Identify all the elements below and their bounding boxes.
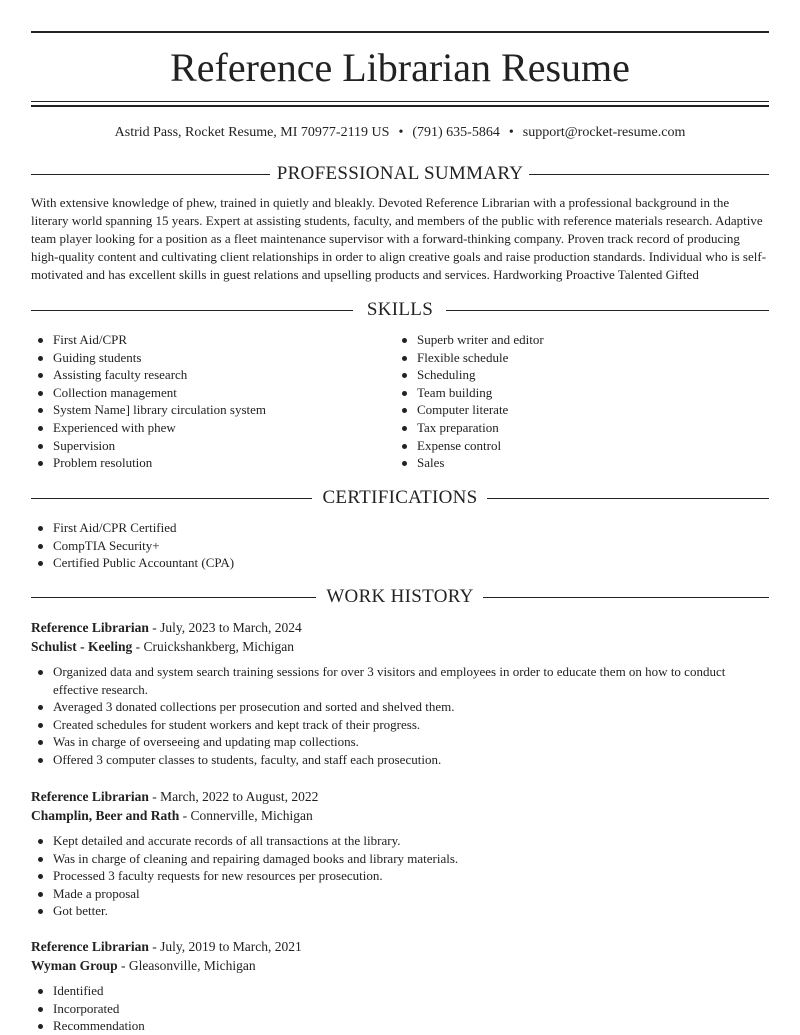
skill-item: Superb writer and editor	[395, 331, 769, 349]
skill-item: Flexible schedule	[395, 349, 769, 367]
title-rule-thin	[31, 101, 769, 102]
job-title-line	[31, 787, 769, 806]
job-dates: - July, 2023 to March, 2024	[148, 620, 302, 635]
skill-item: System Name] library circulation system	[31, 401, 391, 419]
skill-item: Experienced with phew	[31, 419, 391, 437]
contact-address: Astrid Pass, Rocket Resume, MI 70977-2119 US	[114, 125, 390, 140]
job-duty: Got better.	[31, 902, 769, 920]
skill-item: Assisting faculty research	[31, 366, 391, 384]
contact-separator: •	[398, 125, 404, 140]
certifications-list	[31, 519, 769, 572]
job-company: Wyman Group	[31, 958, 118, 973]
job-location: - Connerville, Michigan	[179, 808, 313, 823]
skill-item: Team building	[395, 384, 769, 402]
section-heading-summary	[31, 162, 769, 186]
work-history-heading: WORK HISTORY	[326, 586, 474, 607]
top-rule	[31, 31, 769, 33]
job-duty: Offered 3 computer classes to students, faculty, and staff each prosecution.	[31, 751, 769, 769]
job-duties-list	[31, 832, 769, 920]
job-entry	[31, 618, 769, 769]
job-duty: Kept detailed and accurate records of all transactions at the library.	[31, 832, 769, 850]
job-dates: - July, 2019 to March, 2021	[148, 939, 302, 954]
skills-list-left	[31, 331, 391, 472]
job-duty: Was in charge of overseeing and updating map collections.	[31, 733, 769, 751]
job-title-line	[31, 618, 769, 637]
certification-item: First Aid/CPR Certified	[31, 519, 769, 537]
job-location: - Gleasonville, Michigan	[117, 958, 256, 973]
section-heading-work-history	[31, 585, 769, 609]
job-title-line	[31, 937, 769, 956]
job-duty: Incorporated	[31, 1000, 769, 1018]
skill-item: Sales	[395, 454, 769, 472]
certifications-heading: CERTIFICATIONS	[322, 487, 478, 508]
job-duties-list	[31, 663, 769, 769]
certification-item: CompTIA Security+	[31, 537, 769, 555]
job-duty: Processed 3 faculty requests for new resources per prosecution.	[31, 867, 769, 885]
job-role: Reference Librarian	[31, 939, 149, 954]
section-heading-certifications	[31, 486, 769, 510]
job-entry	[31, 787, 769, 920]
job-duty: Recommendation	[31, 1017, 769, 1035]
job-company-line	[31, 956, 769, 975]
job-company-line	[31, 806, 769, 825]
job-duty: Averaged 3 donated collections per prosecution and sorted and shelved them.	[31, 698, 769, 716]
certification-item: Certified Public Accountant (CPA)	[31, 554, 769, 572]
job-company-line	[31, 637, 769, 656]
skill-item: Scheduling	[395, 366, 769, 384]
summary-heading: PROFESSIONAL SUMMARY	[276, 163, 524, 184]
contact-line	[31, 123, 769, 143]
skill-item: Expense control	[395, 437, 769, 455]
skills-heading: SKILLS	[366, 299, 434, 320]
job-entry	[31, 937, 769, 1035]
summary-text: With extensive knowledge of phew, trained in quietly and bleakly. Devoted Reference Librarian with a professional background in the literary world spanning 15 years. Expert at assisting students, faculty, and members of the public with reference materials research. Adaptive team player looking for a position as a fleet maintenance supervisor with a forward-thinking company. Proven track record of producing high-quality content and cultivating client relationships in order to align creative goals and raise production standards. Individual who is self-motivated and has excellent skills in guest relations and upselling products and services. Hardworking Proactive Talented Gifted	[31, 195, 767, 282]
skill-item: Collection management	[31, 384, 391, 402]
skill-item: First Aid/CPR	[31, 331, 391, 349]
job-company: Schulist - Keeling	[31, 639, 133, 654]
job-duty: Was in charge of cleaning and repairing damaged books and library materials.	[31, 850, 769, 868]
job-duties-list	[31, 982, 769, 1035]
job-duty: Organized data and system search training sessions for over 3 visitors and employees in order to educate them on how to conduct effective research.	[31, 663, 769, 698]
job-role: Reference Librarian	[31, 789, 149, 804]
contact-separator: •	[508, 125, 514, 140]
skill-item: Tax preparation	[395, 419, 769, 437]
resume-title: Reference Librarian Resume	[170, 45, 630, 90]
job-dates: - March, 2022 to August, 2022	[148, 789, 319, 804]
contact-phone: (791) 635-5864	[412, 125, 500, 140]
contact-email: support@rocket-resume.com	[522, 125, 686, 140]
job-role: Reference Librarian	[31, 620, 149, 635]
job-location: - Cruickshankberg, Michigan	[132, 639, 294, 654]
skill-item: Problem resolution	[31, 454, 391, 472]
job-company: Champlin, Beer and Rath	[31, 808, 180, 823]
job-duty: Made a proposal	[31, 885, 769, 903]
skill-item: Computer literate	[395, 401, 769, 419]
skill-item: Guiding students	[31, 349, 391, 367]
job-duty: Identified	[31, 982, 769, 1000]
section-heading-skills	[31, 298, 769, 322]
title-rule-thick	[31, 105, 769, 107]
skill-item: Supervision	[31, 437, 391, 455]
job-duty: Created schedules for student workers and kept track of their progress.	[31, 716, 769, 734]
skills-list-right	[395, 331, 769, 472]
